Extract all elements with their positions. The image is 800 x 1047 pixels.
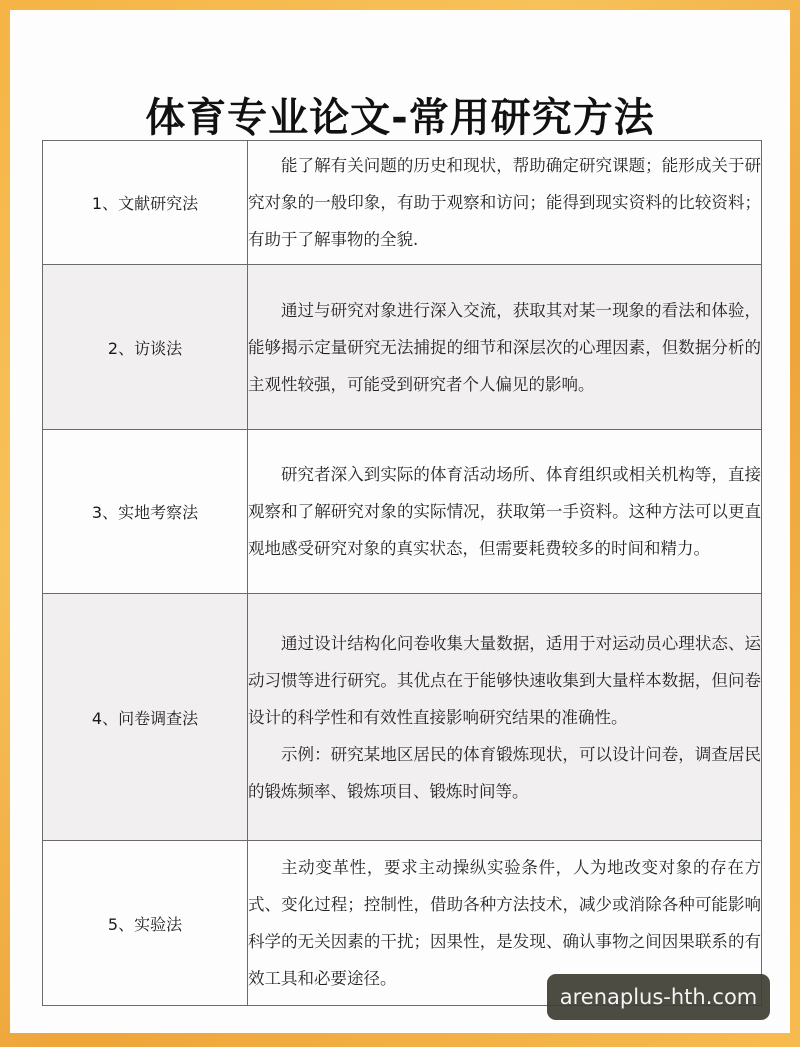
watermark-badge: arenaplus-hth.com: [547, 974, 770, 1020]
table-row: [43, 141, 762, 265]
example-paragraph: 示例：研究某地区居民的体育锻炼现状，可以设计问卷，调查居民的锻炼频率、锻炼项目、锻炼时间等。: [248, 744, 761, 801]
method-description: [248, 430, 762, 594]
description-paragraph: 研究者深入到实际的体育活动场所、体育组织或相关机构等，直接观察和了解研究对象的实际情况，获取第一手资料。这种方法可以更直观地感受研究对象的真实状态，但需要耗费较多的时间和精力。: [248, 465, 761, 558]
page-title: 体育专业论文-常用研究方法: [145, 95, 655, 141]
method-name: 2、访谈法: [43, 265, 248, 430]
description-paragraph: 通过与研究对象进行深入交流，获取其对某一现象的看法和体验，能够揭示定量研究无法捕捉的细节和深层次的心理因素，但数据分析的主观性较强，可能受到研究者个人偏见的影响。: [248, 300, 761, 394]
table-row: [43, 594, 762, 841]
description-paragraph: 通过设计结构化问卷收集大量数据，适用于对运动员心理状态、运动习惯等进行研究。其优点在于能够快速收集到大量样本数据，但问卷设计的科学性和有效性直接影响研究结果的准确性。: [248, 633, 761, 727]
document-card: [10, 10, 790, 1033]
table-row: [43, 430, 762, 594]
method-name: 1、文献研究法: [43, 141, 248, 265]
method-name: 4、问卷调查法: [43, 594, 248, 841]
description-paragraph: 主动变革性，要求主动操纵实验条件，人为地改变对象的存在方式、变化过程；控制性，借助各种方法技术，减少或消除各种可能影响科学的无关因素的干扰；因果性，是发现、确认事物之间因果联系的有效工具和必要途径。: [248, 858, 761, 988]
method-name: 5、实验法: [43, 841, 248, 1006]
method-description: [248, 265, 762, 430]
description-paragraph: 能了解有关问题的历史和现状，帮助确定研究课题；能形成关于研究对象的一般印象，有助于观察和访问；能得到现实资料的比较资料；有助于了解事物的全貌.: [248, 156, 761, 249]
method-name: 3、实地考察法: [43, 430, 248, 594]
research-methods-table: [42, 140, 762, 1006]
method-description: [248, 594, 762, 841]
table-row: [43, 265, 762, 430]
method-description: [248, 141, 762, 265]
